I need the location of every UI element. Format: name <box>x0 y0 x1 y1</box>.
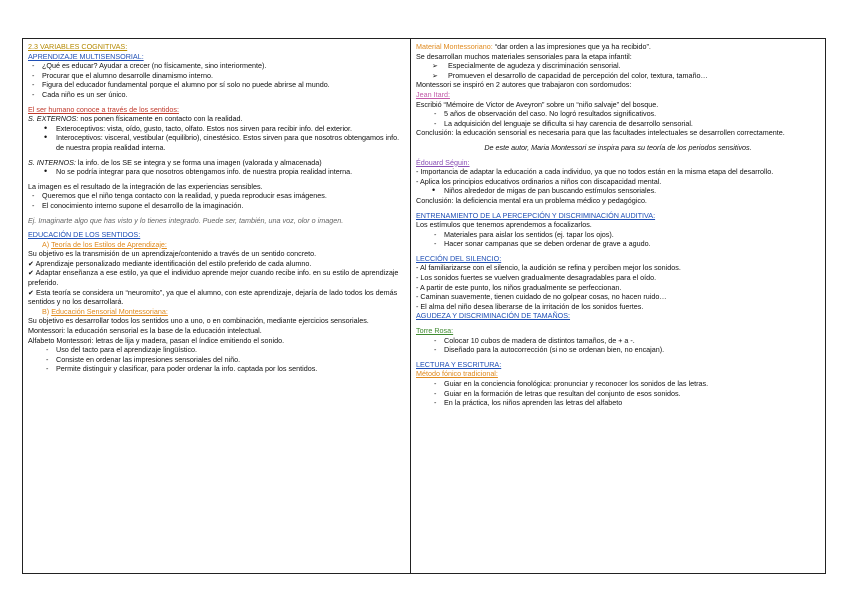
list-item: ➢ Promueven el desarrollo de capacidad de percepción del color, textura, tamaño… <box>416 71 820 81</box>
paragraph: - El alma del niño desea liberarse de la irritación de los sonidos fuertes. <box>416 301 644 311</box>
fonico-list <box>416 379 820 408</box>
list-item: ➢ Especialmente de agudeza y discriminación sensorial. <box>416 61 820 71</box>
paragraph: Su objetivo es desarrollar todos los sentidos uno a uno, o en combinación, mediante ejercicios sensoriales. <box>28 316 369 326</box>
list-item: - En la práctica, los niños aprenden las letras del alfabeto <box>430 398 820 408</box>
subheading-auditiva: ENTRENAMIENTO DE LA PERCEPCIÓN Y DISCRIMINACIÓN AUDITIVA: <box>416 210 656 220</box>
paragraph: Montessori: la educación sensorial es la base de la educación intelectual. <box>28 326 262 336</box>
paragraph: - A partir de este punto, los niños gradualmente se perfeccionan. <box>416 282 622 292</box>
paragraph: - Aplica los principios educativos ordinarios a niños con discapacidad mental. <box>416 176 662 186</box>
internos-label: S. INTERNOS: <box>28 157 76 167</box>
list-item: - Colocar 10 cubos de madera de distintos tamaños, de + a -. <box>430 336 820 346</box>
list-item: - La adquisición del lenguaje se dificulta si hay carencia de desarrollo sensorial. <box>430 119 820 129</box>
paragraph: Los estímulos que tenemos aprendemos a focalizarlos. <box>416 220 592 230</box>
auditiva-list <box>416 230 820 249</box>
paragraph: - Caminan suavemente, tienen cuidado de no golpear cosas, no hacen ruido… <box>416 292 667 302</box>
paragraph: - Importancia de adaptar la educación a cada individuo, ya que no todos están en la misma etapa del desarrollo. <box>416 167 774 177</box>
list-item: - Consiste en ordenar las impresiones sensoriales del niño. <box>42 355 406 365</box>
list-item: - Diseñado para la autocorrección (si no se ordenan bien, no encajan). <box>430 345 820 355</box>
list-item: - 5 años de observación del caso. No logró resultados significativos. <box>430 109 820 119</box>
externos-text: nos ponen físicamente en contacto con la realidad. <box>78 114 243 124</box>
column-divider <box>410 38 411 574</box>
subheading-itard: Jean Itard: <box>416 89 450 99</box>
imagen-paragraph: La imagen es el resultado de la integración de las experiencias sensibles. <box>28 181 263 191</box>
list-item: - Procurar que el alumno desarrolle dinamismo interno. <box>28 71 406 81</box>
internos-paragraph <box>28 158 406 168</box>
montessori-list <box>28 345 406 374</box>
letter-b: B) <box>42 306 50 316</box>
paragraph: Su objetivo es la transmisión de un aprendizaje/contenido a través de un sentido concreto. <box>28 249 317 259</box>
list-item: - Materiales para aislar los sentidos (ej. tapar los ojos). <box>430 230 820 240</box>
subheading-a <box>28 240 406 250</box>
list-item: • No se podría integrar para que nosotros obtengamos info. de nuestra propia realidad interna. <box>28 167 406 177</box>
paragraph: ✔ Esta teoría se considera un “neuromito”, ya que el alumno, con este aprendizaje, dejaría de lado todos los demás sentidos y no los desarrollará. <box>28 287 398 307</box>
list-item: - Figura del educador fundamental porque el alumno por sí solo no puede abrirse al mundo. <box>28 80 406 90</box>
externos-label: S. EXTERNOS: <box>28 114 79 124</box>
paragraph: - Al familiarizarse con el silencio, la audición se refina y perciben mejor los sonidos. <box>416 263 681 273</box>
paragraph: Se desarrollan muchos materiales sensoriales para la etapa infantil: <box>416 51 632 61</box>
subheading-seguin: Édouard Séguin: <box>416 157 470 167</box>
example-note: Ej. Imaginarte algo que has visto y lo tienes integrado. Puede ser, también, una voz, olor o imagen. <box>28 215 344 225</box>
externos-list <box>28 124 406 153</box>
subheading-fonico: Método fónico tradicional: <box>416 369 498 379</box>
subheading-multisensorial: APRENDIZAJE MULTISENSORIAL: <box>28 51 144 61</box>
list-item: • Exteroceptivos: vista, oído, gusto, tacto, olfato. Estos nos sirven para recibir info. del exterior. <box>28 124 406 134</box>
subheading-lectura: LECTURA Y ESCRITURA: <box>416 359 502 369</box>
seguin-list <box>416 186 820 196</box>
letter-a: A) <box>42 239 50 249</box>
paragraph: Conclusión: la deficiencia mental era un problema médico y pedagógico. <box>416 195 647 205</box>
material-paragraph <box>416 42 820 52</box>
list-item: - El conocimiento interno supone el desarrollo de la imaginación. <box>28 201 406 211</box>
list-item: - Cada niño es un ser único. <box>28 90 406 100</box>
list-item: - Queremos que el niño tenga contacto con la realidad, y pueda reproducir esas imágenes. <box>28 191 406 201</box>
subheading-b-text: Educación Sensorial Montessoriana: <box>51 306 168 316</box>
material-list <box>416 61 820 80</box>
subheading-tamanos: AGUDEZA Y DISCRIMINACIÓN DE TAMAÑOS: <box>416 311 571 321</box>
list-item: - Guiar en la formación de letras que resultan del conjunto de esos sonidos. <box>430 389 820 399</box>
subheading-sentidos: El ser humano conoce a través de los sentidos: <box>28 104 180 114</box>
subheading-silencio: LECCIÓN DEL SILENCIO: <box>416 253 502 263</box>
right-column <box>412 40 824 572</box>
externos-paragraph <box>28 114 406 124</box>
section-title: 2.3 VARIABLES COGNITIVAS: <box>28 42 128 51</box>
itard-list <box>416 109 820 128</box>
subheading-b <box>28 307 406 317</box>
paragraph: ✔ Aprendizaje personalizado mediante identificación del estilo preferido de cada alumno. <box>28 258 312 268</box>
paragraph: Alfabeto Montessori: letras de lija y madera, pasan el índice emitiendo el sonido. <box>28 335 285 345</box>
list-item: - ¿Qué es educar? Ayudar a crecer (no físicamente, sino interiormente). <box>28 61 406 71</box>
left-column <box>24 40 410 572</box>
imagen-list <box>28 191 406 210</box>
paragraph: Escribió “Mémoire de Victor de Aveyron” sobre un “niño salvaje” del bosque. <box>416 99 659 109</box>
list-item: - Hacer sonar campanas que se deben ordenar de grave a agudo. <box>430 239 820 249</box>
multisensorial-list <box>28 61 406 99</box>
subheading-torre: Torre Rosa: <box>416 326 454 336</box>
material-label: Material Montessoriano: <box>416 42 493 51</box>
list-item: • Niños alrededor de migas de pan buscando estímulos sensoriales. <box>416 186 820 196</box>
paragraph: ✔ Adaptar enseñanza a ese estilo, ya que el individuo aprende mejor cuando recibe info. en su estilo de aprendizaje preferido. <box>28 268 399 288</box>
material-quote: “dar orden a las impresiones que ya ha recibido”. <box>492 42 651 51</box>
list-item: - Uso del tacto para el aprendizaje lingüístico. <box>42 345 406 355</box>
subheading-a-text: Teoría de los Estilos de Aprendizaje: <box>51 239 167 249</box>
list-item: - Guiar en la conciencia fonológica: pronunciar y reconocer los sonidos de las letras. <box>430 379 820 389</box>
paragraph: Montessori se inspiró en 2 autores que trabajaron con sordomudos: <box>416 80 632 90</box>
paragraph: Conclusión: la educación sensorial es necesaria para que las facultades intelectuales se desarrollen correctamente. <box>416 128 785 138</box>
list-item: • Interoceptivos: visceral, vestibular (equilibrio), cinestésico. Estos sirven para que nosotros obtengamos info. de nuestra propia realidad interna. <box>28 133 406 152</box>
subheading-educacion-sentidos: EDUCACIÓN DE LOS SENTIDOS: <box>28 230 141 240</box>
torre-list <box>416 336 820 355</box>
internos-list <box>28 167 406 177</box>
internos-text: la info. de los SE se integra y se forma una imagen (valorada y almacenada) <box>75 157 322 167</box>
paragraph: - Los sonidos fuertes se vuelven gradualmente desagradables para el oído. <box>416 273 657 283</box>
list-item: - Permite distinguir y clasificar, para poder ordenar la info. captada por los sentidos. <box>42 364 406 374</box>
itard-note: De este autor, Maria Montessori se inspira para su teoría de los periodos sensitivos. <box>484 142 752 152</box>
